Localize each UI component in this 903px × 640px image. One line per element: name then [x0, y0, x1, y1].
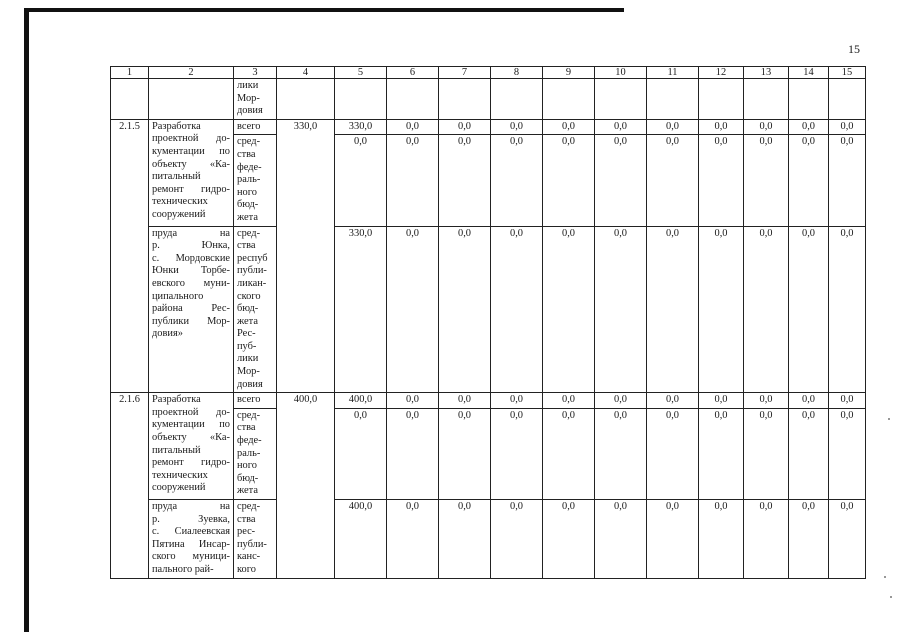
value-cell: 0,0 — [789, 135, 829, 226]
cell-line: ципального — [152, 290, 204, 302]
value-cell: 0,0 — [829, 500, 866, 579]
cell-line: проектной до- — [152, 406, 230, 418]
value-cell: 0,0 — [699, 393, 744, 409]
value-cell: 0,0 — [789, 119, 829, 135]
cell — [543, 79, 595, 120]
cell-line: лики — [237, 80, 259, 91]
value-cell: 0,0 — [647, 393, 699, 409]
column-header: 6 — [387, 67, 439, 79]
cell-line: пруда на — [152, 501, 230, 512]
cell-line: лики — [237, 353, 259, 365]
cell — [829, 79, 866, 120]
value-cell: 0,0 — [595, 119, 647, 135]
cell-line: с. Мордовские — [152, 252, 230, 264]
cell-line: р. Зуевка, — [152, 513, 230, 525]
item-row-republican — [111, 226, 866, 393]
cell-line: жета — [237, 315, 258, 327]
cell-line: кументации по — [152, 145, 230, 157]
value-cell: 0,0 — [744, 226, 789, 393]
cell-line: сооружений — [152, 208, 206, 220]
value-cell: 0,0 — [387, 119, 439, 135]
item-row-republican — [111, 500, 866, 579]
value-cell: 0,0 — [387, 135, 439, 226]
item-name-bottom — [149, 226, 234, 393]
cell-line: феде- — [237, 435, 262, 447]
value-cell: 0,0 — [439, 226, 491, 393]
value-cell: 0,0 — [829, 135, 866, 226]
cell-line: бюд- — [237, 472, 259, 484]
cell-line: пруда на — [152, 227, 230, 239]
cell-line: раль- — [237, 447, 261, 459]
value-cell: 0,0 — [699, 408, 744, 499]
cell-line: пального рай- — [152, 563, 214, 575]
cell-line: сред- — [237, 409, 261, 421]
cell — [234, 135, 277, 226]
value-cell: 0,0 — [387, 393, 439, 409]
cell-line: бюд- — [237, 199, 259, 211]
value-cell: 0,0 — [647, 408, 699, 499]
cell — [111, 79, 149, 120]
cell-line: публи- — [237, 538, 267, 550]
value-cell: 0,0 — [491, 500, 543, 579]
cell-lines — [152, 501, 230, 577]
value-cell: 0,0 — [744, 393, 789, 409]
value-cell: 0,0 — [789, 500, 829, 579]
cell-line: питальный — [152, 444, 201, 456]
value-cell: 0,0 — [491, 226, 543, 393]
cell-line: ремонт гидро- — [152, 457, 230, 469]
value-cell: 0,0 — [595, 393, 647, 409]
value-cell: 0,0 — [789, 393, 829, 409]
value-cell: 0,0 — [595, 226, 647, 393]
page-number: 15 — [848, 42, 860, 56]
cell — [234, 408, 277, 499]
scan-speck — [888, 418, 890, 420]
value-cell: 0,0 — [543, 226, 595, 393]
cell-line: жета — [237, 485, 258, 497]
value-cell: 0,0 — [543, 119, 595, 135]
cell-line: рес- — [237, 526, 256, 538]
value-cell: 0,0 — [744, 408, 789, 499]
cell-line: Юнки Торбе- — [152, 265, 230, 277]
cell — [234, 119, 277, 135]
value-cell: 0,0 — [789, 226, 829, 393]
cell — [234, 79, 277, 120]
cell-lines — [237, 410, 273, 498]
cell — [387, 79, 439, 120]
cell-line: Разработка — [152, 120, 201, 132]
value-cell: 0,0 — [387, 500, 439, 579]
cell-line: ства — [237, 148, 256, 160]
cell-line: феде- — [237, 161, 262, 173]
cell-line: канс- — [237, 551, 261, 563]
item-row-total — [111, 393, 866, 409]
cell-line: раль- — [237, 174, 261, 186]
value-cell: 0,0 — [387, 408, 439, 499]
cell-line: респуб — [237, 252, 268, 264]
column-header: 14 — [789, 67, 829, 79]
cell — [335, 79, 387, 120]
cell-line: сред- — [237, 136, 261, 148]
value-cell: 0,0 — [595, 135, 647, 226]
value-cell: 0,0 — [491, 135, 543, 226]
value-cell: 0,0 — [744, 500, 789, 579]
cell — [439, 79, 491, 120]
cell-line: сооружений — [152, 482, 206, 494]
cell-line: ского муници- — [152, 551, 230, 563]
value-cell: 0,0 — [699, 226, 744, 393]
item-name-top — [149, 393, 234, 500]
cell-line: ного — [237, 460, 257, 472]
value-cell: 0,0 — [744, 119, 789, 135]
column-header: 9 — [543, 67, 595, 79]
cell-line: с. Сиалеевская — [152, 526, 230, 538]
item-row-total — [111, 119, 866, 135]
cell-line: технических — [152, 469, 208, 481]
item-total: 330,0 — [277, 119, 335, 392]
cell-line: евского муни- — [152, 277, 230, 289]
value-cell: 0,0 — [543, 393, 595, 409]
value-cell: 0,0 — [829, 226, 866, 393]
value-cell: 0,0 — [595, 500, 647, 579]
value-cell: 400,0 — [335, 500, 387, 579]
cell-line: Пятина Инсар- — [152, 538, 230, 550]
header-row — [111, 67, 866, 79]
cell-line: пуб- — [237, 340, 257, 352]
cell-line: довия — [237, 105, 263, 117]
cell-line: довия — [237, 378, 263, 390]
value-cell: 0,0 — [789, 408, 829, 499]
value-cell: 0,0 — [491, 119, 543, 135]
cell-line: объекту «Ка- — [152, 432, 230, 444]
cell-line: Рес- — [237, 328, 256, 340]
value-cell: 0,0 — [543, 135, 595, 226]
column-header: 8 — [491, 67, 543, 79]
scan-speck — [890, 596, 892, 598]
value-cell: 0,0 — [647, 226, 699, 393]
cell-lines — [152, 121, 230, 222]
item-total: 400,0 — [277, 393, 335, 578]
value-cell: 0,0 — [387, 226, 439, 393]
cell-line: ства — [237, 422, 256, 434]
cell-lines — [152, 228, 230, 341]
cell-line: довия» — [152, 328, 183, 340]
cell-lines — [237, 228, 273, 392]
cell-line: ного — [237, 186, 257, 198]
column-header: 11 — [647, 67, 699, 79]
budget-table — [110, 66, 866, 579]
value-cell: 330,0 — [335, 119, 387, 135]
cell — [699, 79, 744, 120]
cell-line: бюд- — [237, 303, 259, 315]
cell-line: р. Юнка, — [152, 240, 230, 252]
value-cell: 0,0 — [491, 408, 543, 499]
cell-lines — [237, 394, 273, 407]
cell-lines — [237, 80, 273, 118]
value-cell: 0,0 — [439, 408, 491, 499]
column-header: 7 — [439, 67, 491, 79]
value-cell: 0,0 — [335, 408, 387, 499]
value-cell: 0,0 — [699, 119, 744, 135]
cell — [491, 79, 543, 120]
value-cell: 0,0 — [439, 135, 491, 226]
value-cell: 0,0 — [647, 500, 699, 579]
column-header: 15 — [829, 67, 866, 79]
column-header: 10 — [595, 67, 647, 79]
cell-line: сред- — [237, 227, 261, 239]
value-cell: 0,0 — [543, 408, 595, 499]
value-cell: 0,0 — [744, 135, 789, 226]
cell-line: ства — [237, 240, 256, 252]
cell-line: проектной до- — [152, 133, 230, 145]
column-header: 5 — [335, 67, 387, 79]
value-cell: 0,0 — [491, 393, 543, 409]
cell-line: технических — [152, 196, 208, 208]
cell-line: жета — [237, 211, 258, 223]
value-cell: 0,0 — [699, 500, 744, 579]
column-header: 2 — [149, 67, 234, 79]
value-cell: 0,0 — [335, 135, 387, 226]
cell-lines — [237, 136, 273, 224]
column-header: 3 — [234, 67, 277, 79]
cell-line: всего — [237, 120, 261, 132]
cell-line: кого — [237, 563, 256, 575]
value-cell: 0,0 — [829, 119, 866, 135]
cell — [234, 226, 277, 393]
cell — [234, 393, 277, 409]
scan-edge-left — [24, 8, 29, 632]
cell-line: сред- — [237, 501, 261, 512]
cell-lines — [237, 121, 273, 134]
cell-line: ремонт гидро- — [152, 183, 230, 195]
value-cell: 0,0 — [595, 408, 647, 499]
column-header: 13 — [744, 67, 789, 79]
value-cell: 0,0 — [439, 393, 491, 409]
value-cell: 0,0 — [829, 393, 866, 409]
column-header: 4 — [277, 67, 335, 79]
cell-line: района Рес- — [152, 303, 230, 315]
cell-line: Мор- — [237, 92, 260, 104]
cell-line: публи- — [237, 265, 267, 277]
value-cell: 330,0 — [335, 226, 387, 393]
cell-line: питальный — [152, 171, 201, 183]
cell — [149, 79, 234, 120]
cell-lines — [237, 501, 273, 577]
value-cell: 0,0 — [439, 119, 491, 135]
cell-line: ского — [237, 290, 261, 302]
cell-line: Разработка — [152, 394, 201, 406]
scan-speck — [884, 576, 886, 578]
item-name-top — [149, 119, 234, 226]
column-header: 1 — [111, 67, 149, 79]
value-cell: 0,0 — [439, 500, 491, 579]
continuation-row — [111, 79, 866, 120]
column-header: 12 — [699, 67, 744, 79]
cell-line: кументации по — [152, 419, 230, 431]
cell-line: объекту «Ка- — [152, 158, 230, 170]
item-name-bottom — [149, 500, 234, 579]
cell — [277, 79, 335, 120]
cell-line: ства — [237, 513, 256, 525]
cell — [647, 79, 699, 120]
item-code: 2.1.6 — [111, 393, 149, 578]
cell-lines — [152, 394, 230, 495]
value-cell: 0,0 — [829, 408, 866, 499]
scan-edge-top — [24, 8, 624, 12]
value-cell: 0,0 — [699, 135, 744, 226]
cell-line: публики Мор- — [152, 315, 230, 327]
cell-line: ликан- — [237, 277, 267, 289]
cell — [744, 79, 789, 120]
cell — [595, 79, 647, 120]
value-cell: 0,0 — [647, 135, 699, 226]
value-cell: 0,0 — [647, 119, 699, 135]
value-cell: 0,0 — [543, 500, 595, 579]
cell-line: Мор- — [237, 366, 260, 378]
cell — [789, 79, 829, 120]
item-code: 2.1.5 — [111, 119, 149, 392]
cell-line: всего — [237, 394, 261, 406]
cell — [234, 500, 277, 579]
value-cell: 400,0 — [335, 393, 387, 409]
